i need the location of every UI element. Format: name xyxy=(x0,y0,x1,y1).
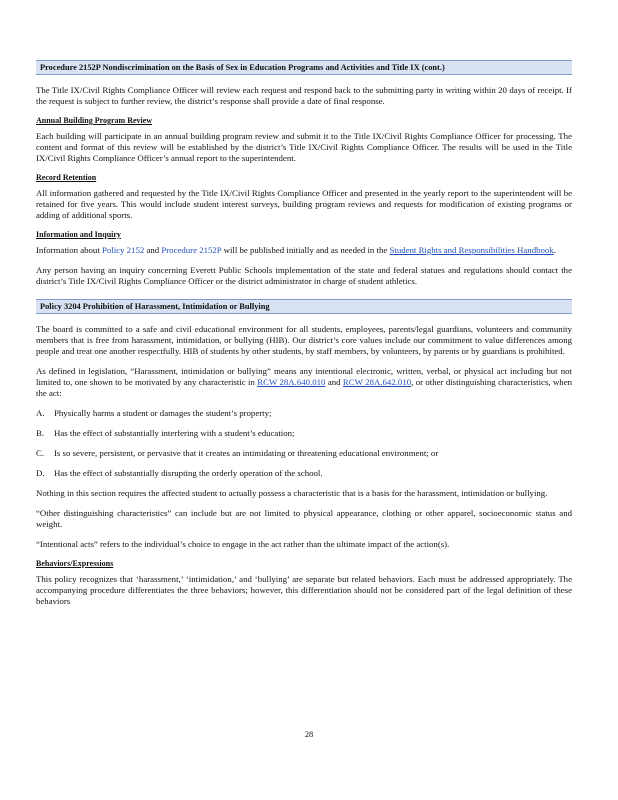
inquiry-paragraph: Any person having an inquiry concerning Everett Public Schools implementation of the state and federal statues and regulations should contact the district’s Title IX/Civil Rights Compliance Officer or the district administrator in charge of student athletics. xyxy=(36,265,572,286)
commitment-paragraph: The board is committed to a safe and civil educational environment for all students, employees, parents/legal guardians, volunteers and community members that is free from harassment, intimidation, or bullying (HIB). Our district’s core values include our commitment to value differences among people and treat one another respectfully. HIB of students by other students, by staff members, by volunteers, by parents or by guardians is prohibited. xyxy=(36,324,572,356)
annual-review-paragraph: Each building will participate in an annual building program review and submit it to the Title IX/Civil Rights Compliance Officer for processing. The content and format of this review will be established by the district’s Title IX/Civil Rights Compliance Officer. The results will be used in the Title IX/Civil Rights Compliance Officer’s annual report to the superintendent. xyxy=(36,131,572,163)
rcw-28a-642-010-link[interactable]: RCW 28A.642.010 xyxy=(342,377,412,387)
definition-paragraph: As defined in legislation, “Harassment, intimidation or bullying” means any intentional electronic, written, verbal, or physical act including but not limited to, one shown to be motivated by any characteristic in RCW 28A.640.010 and RCW 28A.642.010, or other distinguishing characteristics, when the act: xyxy=(36,366,572,398)
intro-paragraph: The Title IX/Civil Rights Compliance Officer will review each request and respond back to the submitting party in writing within 20 days of receipt. If the request is subject to further review, the district’s response shall provide a date of final response. xyxy=(36,85,572,106)
behaviors-paragraph: This policy recognizes that ‘harassment,’ ‘intimidation,’ and ‘bullying’ are separate but related behaviors. Each must be addressed appropriately. The accompanying procedure differentiates the three behaviors; however, this differentiation should not be considered part of the legal definition of these behaviors xyxy=(36,574,572,606)
policy-header: Policy 3204 Prohibition of Harassment, Intimidation or Bullying xyxy=(36,299,572,314)
list-item: D. Has the effect of substantially disrupting the orderly operation of the school. xyxy=(36,468,323,478)
annual-review-heading: Annual Building Program Review xyxy=(36,116,153,125)
other-characteristics-paragraph: “Other distinguishing characteristics” can include but are not limited to physical appearance, clothing or other apparel, socioeconomic status and weight. xyxy=(36,508,572,529)
behaviors-heading: Behaviors/Expressions xyxy=(36,559,114,568)
information-inquiry-heading: Information and Inquiry xyxy=(36,230,121,239)
page-number: 28 xyxy=(304,730,314,739)
list-item: B. Has the effect of substantially interfering with a student’s education; xyxy=(36,428,295,438)
document-page xyxy=(36,60,572,616)
intentional-acts-paragraph: “Intentional acts” refers to the individual’s choice to engage in the act rather than the ultimate impact of the action(s). xyxy=(36,539,450,549)
characteristic-paragraph: Nothing in this section requires the affected student to actually possess a characteristic that is a basis for the harassment, intimidation or bullying. xyxy=(36,488,548,498)
policy-2152-link[interactable]: Policy 2152 xyxy=(101,245,145,255)
list-item: C. Is so severe, persistent, or pervasive that it creates an intimidating or threatening educational environment; or xyxy=(36,448,439,458)
record-retention-paragraph: All information gathered and requested by the Title IX/Civil Rights Compliance Officer and presented in the yearly report to the superintendent will be retained for five years. This would include student interest surveys, building program reviews and requests for modification of existing programs or adding of additional sports. xyxy=(36,188,572,220)
handbook-link[interactable]: Student Rights and Responsibilities Handbook xyxy=(389,245,554,255)
information-paragraph: Information about Policy 2152 and Procedure 2152P will be published initially and as needed in the Student Rights and Responsibilities Handbook. xyxy=(36,245,556,255)
rcw-28a-640-010-link[interactable]: RCW 28A.640.010 xyxy=(257,377,326,387)
procedure-header: Procedure 2152P Nondiscrimination on the Basis of Sex in Education Programs and Activities and Title IX (cont.) xyxy=(36,60,572,75)
record-retention-heading: Record Retention xyxy=(36,173,97,182)
list-item: A. Physically harms a student or damages the student’s property; xyxy=(36,408,272,418)
procedure-2152p-link[interactable]: Procedure 2152P xyxy=(161,245,222,255)
